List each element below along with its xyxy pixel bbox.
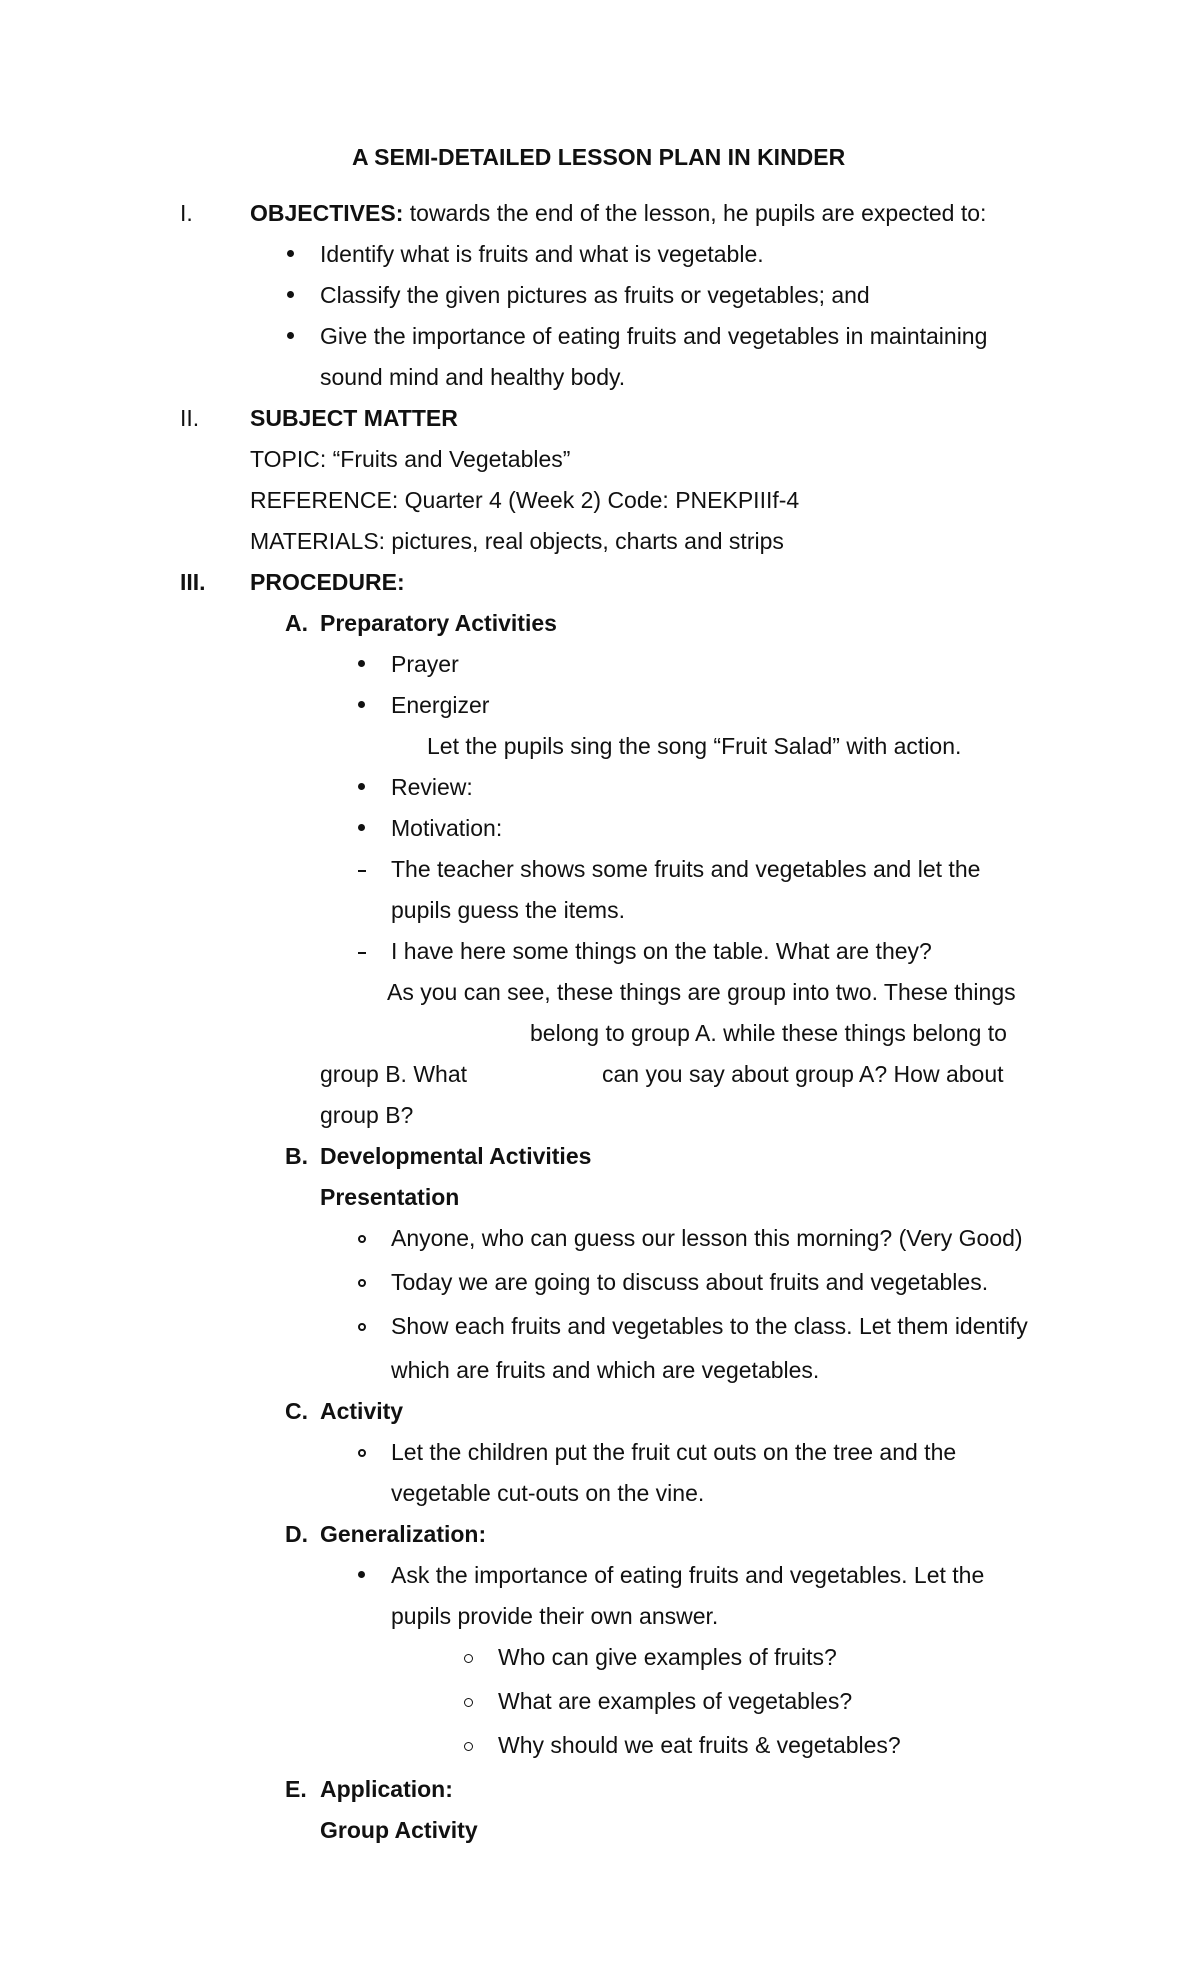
presentation-heading: Presentation (320, 1184, 460, 1210)
bullet-icon (287, 332, 294, 339)
subsection-letter-e: E. (285, 1776, 307, 1802)
bullet-icon (358, 701, 365, 708)
motivation-line: The teacher shows some fruits and vegetables and let the (391, 856, 981, 882)
section-numeral-objectives: I. (180, 200, 193, 226)
objective-item: Identify what is fruits and what is vegetable. (320, 241, 764, 267)
bullet-icon (358, 1571, 365, 1578)
circle-bullet-icon (464, 1698, 473, 1707)
generalization-question: Why should we eat fruits & vegetables? (498, 1732, 901, 1758)
bullet-icon (358, 660, 365, 667)
motivation-paragraph-line: As you can see, these things are group into two. These things (387, 979, 1016, 1005)
section-numeral-subject-matter: II. (180, 405, 200, 431)
generalization-heading: Generalization: (320, 1521, 487, 1547)
motivation-paragraph-line: group B? (320, 1102, 414, 1128)
dash-icon (358, 952, 366, 954)
presentation-item: Today we are going to discuss about fruits and vegetables. (391, 1269, 989, 1295)
generalization-question: Who can give examples of fruits? (498, 1644, 837, 1670)
objective-item: Give the importance of eating fruits and vegetables in maintaining (320, 323, 988, 349)
materials-line: MATERIALS: pictures, real objects, charts and strips (250, 528, 784, 554)
topic-line: TOPIC: “Fruits and Vegetables” (250, 446, 571, 472)
subsection-letter-d: D. (285, 1521, 308, 1547)
objectives-intro: towards the end of the lesson, he pupils are expected to: (403, 200, 987, 226)
subject-matter-heading: SUBJECT MATTER (250, 405, 458, 431)
activity-heading: Activity (320, 1398, 404, 1424)
list-item-energizer: Energizer (391, 692, 490, 718)
energizer-note: Let the pupils sing the song “Fruit Salad” with action. (427, 733, 962, 759)
developmental-activities-heading: Developmental Activities (320, 1143, 592, 1169)
circle-bullet-icon (358, 1279, 366, 1287)
section-numeral-procedure: III. (180, 569, 206, 595)
procedure-heading: PROCEDURE: (250, 569, 405, 595)
objectives-label: OBJECTIVES: (250, 200, 404, 226)
activity-item-continued: vegetable cut-outs on the vine. (391, 1480, 705, 1506)
reference-line: REFERENCE: Quarter 4 (Week 2) Code: PNEKPIIIf-4 (250, 487, 800, 513)
generalization-item-continued: pupils provide their own answer. (391, 1603, 719, 1629)
circle-bullet-icon (358, 1323, 366, 1331)
motivation-line: I have here some things on the table. What are they? (391, 938, 932, 964)
objective-item: Classify the given pictures as fruits or vegetables; and (320, 282, 870, 308)
subsection-letter-c: C. (285, 1398, 308, 1424)
circle-bullet-icon (358, 1235, 366, 1243)
list-item-motivation: Motivation: (391, 815, 503, 841)
objective-item-continued: sound mind and healthy body. (320, 364, 626, 390)
application-heading: Application: (320, 1776, 453, 1802)
motivation-paragraph-line: belong to group A. while these things belong to (530, 1020, 1007, 1046)
motivation-paragraph-line: can you say about group A? How about (602, 1061, 1004, 1087)
presentation-item: Show each fruits and vegetables to the class. Let them identify (391, 1313, 1028, 1339)
objectives-heading (250, 202, 986, 225)
circle-bullet-icon (464, 1654, 473, 1663)
dash-icon (358, 870, 366, 872)
bullet-icon (287, 291, 294, 298)
circle-bullet-icon (464, 1742, 473, 1751)
group-activity-heading: Group Activity (320, 1817, 478, 1843)
subsection-letter-a: A. (285, 610, 308, 636)
bullet-icon (358, 783, 365, 790)
motivation-paragraph-line: group B. What (320, 1061, 468, 1087)
subsection-letter-b: B. (285, 1143, 308, 1169)
circle-bullet-icon (358, 1449, 366, 1457)
presentation-item-continued: which are fruits and which are vegetables. (391, 1357, 820, 1383)
presentation-item: Anyone, who can guess our lesson this morning? (Very Good) (391, 1225, 1023, 1251)
activity-item: Let the children put the fruit cut outs on the tree and the (391, 1439, 957, 1465)
generalization-question: What are examples of vegetables? (498, 1688, 853, 1714)
list-item-prayer: Prayer (391, 651, 459, 677)
motivation-line-continued: pupils guess the items. (391, 897, 625, 923)
bullet-icon (287, 250, 294, 257)
generalization-item: Ask the importance of eating fruits and vegetables. Let the (391, 1562, 985, 1588)
preparatory-activities-heading: Preparatory Activities (320, 610, 557, 636)
bullet-icon (358, 824, 365, 831)
list-item-review: Review: (391, 774, 473, 800)
page-title: A SEMI-DETAILED LESSON PLAN IN KINDER (352, 144, 846, 170)
